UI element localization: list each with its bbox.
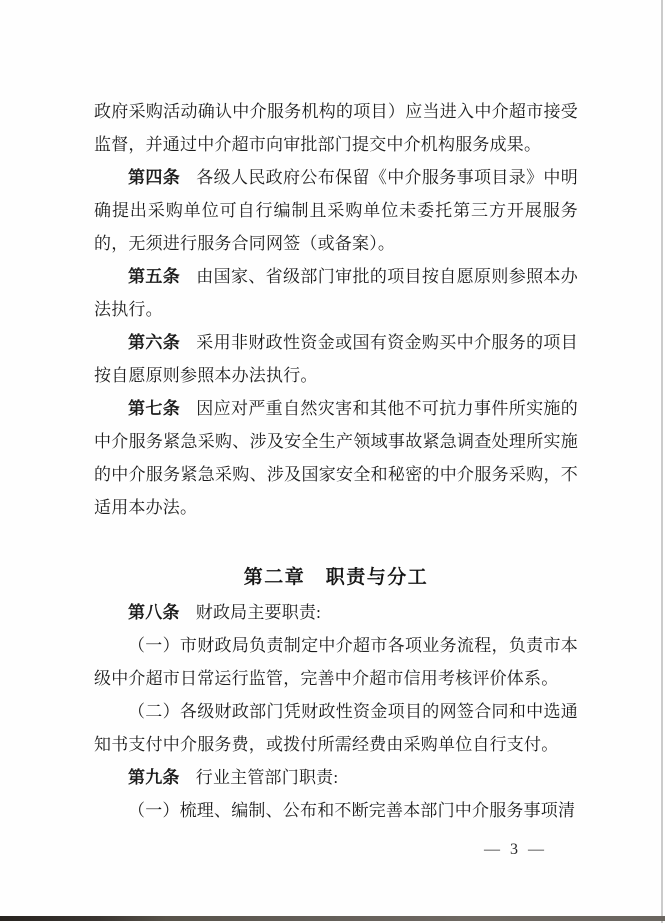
paragraph-text: （一）市财政局负责制定中介超市各项业务流程，负责市本级中介超市日常运行监管，完善中介超市信用考核评价体系。	[94, 636, 578, 688]
paragraph	[94, 794, 578, 827]
paragraph-text: （一）梳理、编制、公布和不断完善本部门中介服务事项清	[128, 801, 576, 820]
paragraph-text: 由国家、省级部门审批的项目按自愿原则参照本办法执行。	[94, 267, 578, 319]
article-number-label: 第四条	[128, 168, 181, 187]
page-number: — 3 —	[484, 841, 547, 858]
chapter-heading: 第二章 职责与分工	[243, 567, 429, 588]
article-number-label: 第五条	[128, 267, 181, 286]
paragraph	[94, 629, 578, 695]
article-number-label: 第六条	[128, 333, 181, 352]
paragraph-text: （二）各级财政部门凭财政性资金项目的网签合同和中选通知书支付中介服务费，或拨付所需经费由采购单位自行支付。	[94, 702, 578, 754]
paragraph-text: 政府采购活动确认中介服务机构的项目）应当进入中介超市接受监督，并通过中介超市向审批部门提交中介机构服务成果。	[94, 102, 578, 154]
article-number-label: 第九条	[128, 768, 180, 787]
paragraph-text: 各级人民政府公布保留《中介服务事项目录》中明确提出采购单位可自行编制且采购单位未委托第三方开展服务的，无须进行服务合同网签（或备案）。	[94, 168, 578, 253]
paragraph	[94, 161, 578, 260]
document-body	[94, 95, 578, 827]
paragraph	[94, 260, 578, 326]
paragraph	[94, 761, 578, 794]
paragraph-text: 财政局主要职责:	[195, 603, 322, 622]
paragraph	[94, 95, 578, 161]
article-number-label: 第七条	[128, 399, 181, 418]
paragraph	[94, 596, 578, 629]
scan-bottom-edge-strip	[0, 916, 665, 921]
paragraph-text: 行业主管部门职责:	[195, 768, 339, 787]
paragraph	[94, 326, 578, 392]
paragraph	[94, 695, 578, 761]
paragraph-text: 采用非财政性资金或国有资金购买中介服务的项目按自愿原则参照本办法执行。	[94, 333, 578, 385]
paragraph	[94, 392, 578, 524]
paragraph-text: 因应对严重自然灾害和其他不可抗力事件所实施的中介服务紧急采购、涉及安全生产领域事故紧急调查处理所实施的中介服务紧急采购、涉及国家安全和秘密的中介服务采购，不适用本办法。	[94, 399, 578, 517]
article-number-label: 第八条	[128, 603, 180, 622]
scan-right-edge-line	[661, 0, 663, 923]
